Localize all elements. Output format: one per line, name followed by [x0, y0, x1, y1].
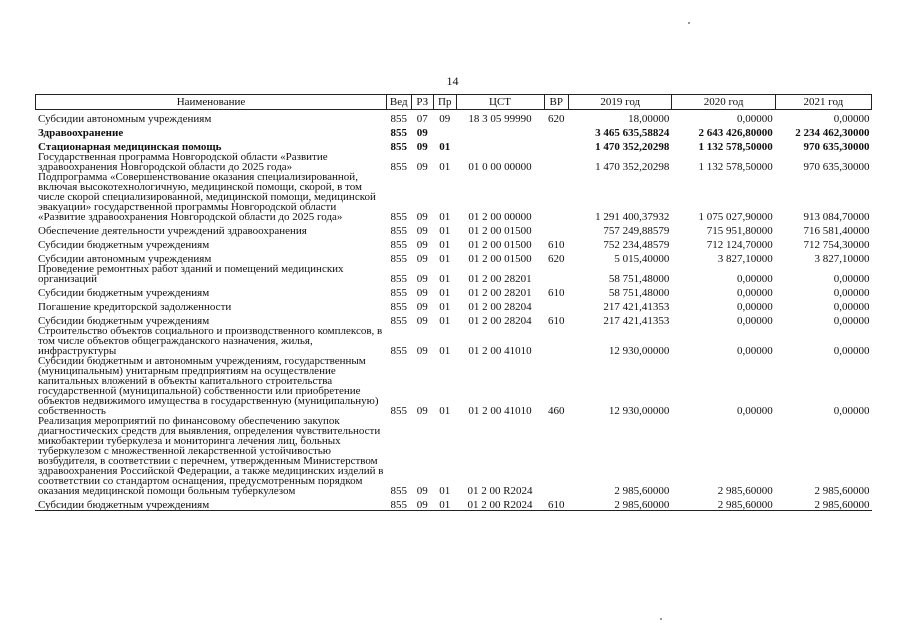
cell-2020: 1 075 027,90000 — [698, 211, 773, 223]
cell-name: Субсидии бюджетным и автономным учреждениям, государственным (муниципальным) унитарным предприятиям на осуществление капитальных вложений в объекты капитального строительства государственной (муниципальной) собственности или приобретение объектов недвижимого имущества в государственную (муниципальную) собственность — [38, 355, 379, 417]
cell-cst: 01 2 00 00000 — [468, 211, 532, 223]
cell-2020: 0,00000 — [737, 113, 773, 125]
cell-name: Подпрограмма «Совершенствование оказания специализированной, включая высокотехнологичную, медицинской помощи, скорой, в том числе скорой специализированной, медицинской помощи, медицинской эвакуации» государственной программы Новгородской области «Развитие здравоохранения Новгородской области до 2025 года» — [38, 171, 376, 223]
cell-rz: 09 — [416, 405, 428, 417]
cell-2020: 2 985,60000 — [717, 485, 773, 497]
cell-pr: 01 — [439, 287, 451, 299]
table-row — [36, 222, 872, 236]
cell-name: Субсидии автономным учреждениям — [38, 113, 212, 125]
cell-2020: 0,00000 — [737, 273, 773, 285]
cell-vr — [544, 326, 569, 356]
cell-vr: 620 — [548, 253, 565, 265]
cell-vr: 610 — [548, 239, 565, 251]
table-row — [36, 326, 872, 356]
cell-ved: 855 — [390, 405, 407, 417]
cell-2021: 913 084,70000 — [803, 211, 870, 223]
cell-rz: 09 — [416, 315, 428, 327]
cell-ved: 855 — [390, 225, 407, 237]
cell-name: Субсидии бюджетным учреждениям — [36, 496, 387, 511]
cell-cst: 01 2 00 28201 — [468, 273, 532, 285]
cell-name: Проведение ремонтных работ зданий и помещений медицинских организаций — [38, 263, 344, 285]
budget-table — [35, 94, 872, 511]
cell-pr: 01 — [439, 239, 451, 251]
cell-rz: 07 — [416, 113, 428, 125]
cell-2019: 217 421,41353 — [603, 301, 670, 313]
cell-cst: 01 2 00 28204 — [468, 315, 532, 327]
cell-rz: 09 — [416, 485, 428, 497]
cell-name: Стационарная медицинская помощь — [38, 141, 222, 153]
cell-vr — [544, 298, 569, 312]
cell-name: Государственная программа Новгородской области «Развитие здравоохранения Новгородской области до 2025 года» — [38, 151, 328, 173]
table-row — [36, 250, 872, 264]
header-pr: Пр — [434, 95, 457, 110]
cell-2019: 1 470 352,20298 — [595, 161, 670, 173]
cell-2021: 0,00000 — [833, 273, 870, 285]
cell-2020: 2 985,60000 — [672, 496, 775, 511]
cell-name: Здравоохранение — [38, 127, 124, 139]
cell-2021: 0,00000 — [833, 405, 870, 417]
cell-rz: 09 — [416, 141, 428, 153]
scan-speck — [688, 22, 690, 24]
table-row — [36, 312, 872, 326]
cell-2019: 217 421,41353 — [603, 315, 670, 327]
cell-2021: 970 635,30000 — [803, 161, 870, 173]
table-row — [36, 298, 872, 312]
cell-rz: 09 — [416, 273, 428, 285]
cell-cst: 01 2 00 28201 — [468, 287, 532, 299]
cell-ved: 855 — [390, 161, 407, 173]
cell-ved: 855 — [390, 211, 407, 223]
cell-2021: 0,00000 — [833, 113, 870, 125]
cell-2019: 12 930,00000 — [608, 405, 670, 417]
table-row — [36, 496, 872, 511]
cell-2019: 58 751,48000 — [608, 273, 670, 285]
cell-2019: 757 249,88579 — [603, 225, 670, 237]
header-vr: ВР — [544, 95, 569, 110]
cell-2019: 1 470 352,20298 — [595, 141, 670, 153]
cell-2021: 970 635,30000 — [803, 141, 870, 153]
cell-2019: 5 015,40000 — [614, 253, 670, 265]
cell-pr: 01 — [439, 273, 451, 285]
cell-cst: 01 2 00 01500 — [468, 225, 532, 237]
cell-vr: 610 — [544, 496, 569, 511]
header-2021: 2021 год — [775, 95, 871, 110]
cell-pr: 01 — [439, 225, 451, 237]
cell-2021: 716 581,40000 — [803, 225, 870, 237]
cell-2021: 2 234 462,30000 — [795, 127, 870, 139]
cell-name: Реализация мероприятий по финансовому обеспечению закупок диагностических средств для выявления, определения чувствительности микобактерии туберкулеза и мониторинга лечения лиц, больных туберкулезом с множественной лекарственной устойчивостью возбудителя, в соответствии с перечнем, утвержденным Министерством здравоохранения Российской Федерации, а также медицинских изделий в соответствии со стандартом оснащения, предусмотренным порядком оказания медицинской помощи больным туберкулезом — [38, 415, 384, 497]
cell-pr: 01 — [439, 253, 451, 265]
cell-name: Субсидии бюджетным учреждениям — [38, 239, 210, 251]
cell-rz: 09 — [416, 211, 428, 223]
table-row — [36, 416, 872, 496]
table-header-row — [36, 95, 872, 110]
cell-2020: 0,00000 — [737, 345, 773, 357]
header-ved: Вед — [386, 95, 411, 110]
cell-rz: 09 — [416, 225, 428, 237]
cell-ved: 855 — [390, 239, 407, 251]
header-cst: ЦСТ — [456, 95, 544, 110]
cell-vr — [544, 416, 569, 496]
table-body — [36, 110, 872, 511]
cell-name: Погашение кредиторской задолженности — [38, 301, 232, 313]
table-row — [36, 264, 872, 284]
table-row — [36, 110, 872, 125]
cell-vr — [544, 222, 569, 236]
cell-2019: 3 465 635,58824 — [595, 127, 670, 139]
cell-pr: 01 — [439, 301, 451, 313]
table-row — [36, 172, 872, 222]
cell-ved: 855 — [390, 315, 407, 327]
cell-cst — [456, 124, 544, 138]
cell-cst — [456, 138, 544, 152]
cell-pr: 01 — [439, 345, 451, 357]
cell-ved: 855 — [390, 113, 407, 125]
cell-pr: 01 — [439, 161, 451, 173]
table-row — [36, 284, 872, 298]
cell-2020: 712 124,70000 — [706, 239, 773, 251]
page-number: 14 — [446, 74, 459, 88]
cell-vr — [544, 264, 569, 284]
cell-2020: 3 827,10000 — [717, 253, 773, 265]
cell-rz: 09 — [416, 161, 428, 173]
cell-2019: 18,00000 — [628, 113, 670, 125]
cell-ved: 855 — [390, 345, 407, 357]
cell-2020: 0,00000 — [737, 301, 773, 313]
cell-pr: 01 — [434, 496, 457, 511]
cell-2020: 0,00000 — [737, 405, 773, 417]
cell-rz: 09 — [416, 239, 428, 251]
cell-ved: 855 — [390, 273, 407, 285]
cell-pr: 09 — [439, 113, 451, 125]
cell-cst: 18 3 05 99990 — [468, 113, 532, 125]
cell-cst: 01 2 00 41010 — [468, 405, 532, 417]
cell-2020: 2 643 426,80000 — [698, 127, 773, 139]
cell-ved: 855 — [390, 127, 407, 139]
cell-cst: 01 0 00 00000 — [468, 161, 532, 173]
cell-vr — [544, 124, 569, 138]
cell-cst: 01 2 00 28204 — [468, 301, 532, 313]
cell-name: Обеспечение деятельности учреждений здравоохранения — [38, 225, 307, 237]
cell-pr: 01 — [439, 405, 451, 417]
cell-rz: 09 — [416, 301, 428, 313]
cell-2019: 1 291 400,37932 — [595, 211, 670, 223]
cell-2021: 0,00000 — [833, 345, 870, 357]
cell-vr: 620 — [548, 113, 565, 125]
cell-rz: 09 — [416, 287, 428, 299]
cell-2019: 2 985,60000 — [614, 485, 670, 497]
cell-2021: 0,00000 — [833, 287, 870, 299]
cell-vr — [544, 138, 569, 152]
cell-name: Субсидии бюджетным учреждениям — [38, 315, 210, 327]
cell-vr — [544, 172, 569, 222]
cell-vr: 610 — [548, 287, 565, 299]
cell-cst: 01 2 00 R2024 — [467, 485, 533, 497]
cell-rz: 09 — [416, 253, 428, 265]
header-name: Наименование — [36, 95, 387, 110]
cell-2020: 0,00000 — [737, 287, 773, 299]
cell-vr: 460 — [548, 405, 565, 417]
cell-2019: 58 751,48000 — [608, 287, 670, 299]
cell-pr: 01 — [439, 141, 451, 153]
cell-ved: 855 — [386, 496, 411, 511]
cell-rz: 09 — [416, 127, 428, 139]
cell-ved: 855 — [390, 287, 407, 299]
cell-2019: 2 985,60000 — [569, 496, 672, 511]
cell-ved: 855 — [390, 485, 407, 497]
cell-2021: 0,00000 — [833, 301, 870, 313]
cell-rz: 09 — [411, 496, 434, 511]
cell-2020: 1 132 578,50000 — [698, 161, 773, 173]
cell-rz: 09 — [416, 345, 428, 357]
cell-name: Строительство объектов социального и производственного комплексов, в том числе объектов общегражданского назначения, жилья, инфраструктуры — [38, 325, 383, 357]
cell-ved: 855 — [390, 141, 407, 153]
cell-pr: 01 — [439, 485, 451, 497]
cell-cst: 01 2 00 01500 — [468, 239, 532, 251]
cell-pr: 01 — [439, 211, 451, 223]
table-row — [36, 356, 872, 416]
table-row — [36, 152, 872, 172]
cell-2021: 0,00000 — [833, 315, 870, 327]
cell-pr: 01 — [439, 315, 451, 327]
cell-2021: 3 827,10000 — [814, 253, 870, 265]
header-rz: РЗ — [411, 95, 434, 110]
header-2020: 2020 год — [672, 95, 775, 110]
cell-ved: 855 — [390, 253, 407, 265]
cell-pr — [434, 124, 457, 138]
cell-2021: 2 985,60000 — [814, 485, 870, 497]
cell-cst: 01 2 00 R2024 — [456, 496, 544, 511]
cell-name: Субсидии бюджетным учреждениям — [38, 287, 210, 299]
cell-2021: 712 754,30000 — [803, 239, 870, 251]
cell-cst: 01 2 00 41010 — [468, 345, 532, 357]
scan-speck — [660, 618, 662, 620]
cell-2020: 715 951,80000 — [706, 225, 773, 237]
cell-2020: 0,00000 — [737, 315, 773, 327]
cell-ved: 855 — [390, 301, 407, 313]
cell-vr — [544, 152, 569, 172]
header-2019: 2019 год — [569, 95, 672, 110]
cell-2020: 1 132 578,50000 — [698, 141, 773, 153]
cell-cst: 01 2 00 01500 — [468, 253, 532, 265]
cell-name: Субсидии автономным учреждениям — [38, 253, 212, 265]
table-row — [36, 138, 872, 152]
table-row — [36, 236, 872, 250]
cell-2021: 2 985,60000 — [775, 496, 871, 511]
cell-vr: 610 — [548, 315, 565, 327]
cell-2019: 12 930,00000 — [608, 345, 670, 357]
table-row — [36, 124, 872, 138]
cell-2019: 752 234,48579 — [603, 239, 670, 251]
